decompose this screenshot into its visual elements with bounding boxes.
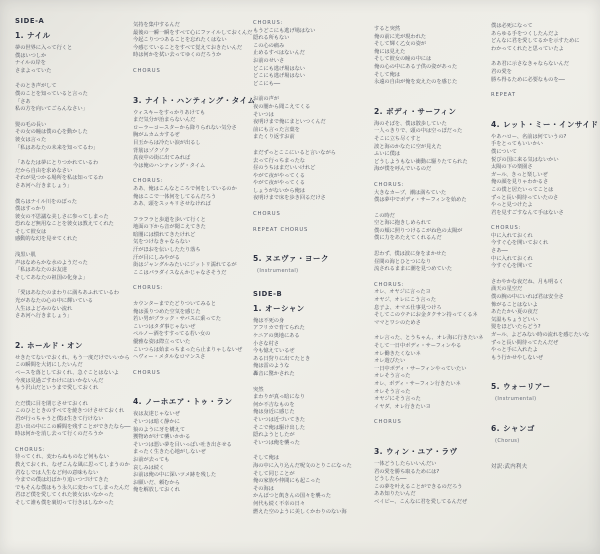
lyric-line: どこにも── [253, 80, 280, 87]
lyric-line: 気温もちょうどいい [491, 316, 538, 323]
stanza-gap [253, 203, 369, 211]
performance-note: (Instrumental) [257, 268, 299, 275]
lyric-line: この時だ [374, 212, 395, 219]
lyric-line: すると突然 [374, 26, 400, 32]
lyric-line: 悦びの国に来る気はないかい [491, 156, 559, 163]
lyric-line: あたたかい夏の夜だ [491, 309, 538, 316]
lyric-line: 隠れる所もない [253, 35, 290, 42]
stanza-gap [15, 152, 131, 160]
lyric-line: 真夜中の街に出てみれば [133, 155, 191, 162]
lyric-line: そして彼女は [15, 228, 47, 235]
stanza-gap [491, 84, 600, 92]
track-title: 5. ウォーリアー [491, 382, 551, 392]
stanza-gap [133, 60, 249, 68]
lyric-line: 獲物めがけて襲いかかる [133, 434, 191, 441]
stanza-gap [374, 243, 490, 251]
section-gap [491, 100, 600, 114]
lyric-line: 俺は身近に感じた [253, 409, 295, 416]
stanza-gap [15, 191, 131, 199]
lyric-line: その海は [253, 485, 274, 492]
lyric-line: もう行かせやしないぜ [491, 354, 543, 361]
lyric-line: 僕は必死になって [491, 23, 533, 29]
lyric-line: 君ほど僕を愛してくれた彼女はいなかった [15, 492, 114, 499]
lyric-line: ガール、よどみない時の流れを感じたいな [491, 332, 590, 338]
lyric-line: こいつらは始まっちまったら止まりゃしないぜ [133, 346, 243, 353]
lyric-line: オレ言った、とうちゃん、オレ海に行きたいネ [374, 335, 484, 342]
lyric-line: カウンターまでたどりついてみると [133, 301, 216, 308]
stanza-gap [253, 379, 369, 387]
lyric-line: 俺の前に光が現われた [374, 33, 426, 40]
lyric-line: 俺を解放しておくれ [133, 487, 180, 494]
lyric-line: 君の愛を [491, 68, 512, 75]
section-label: CHORUS [374, 419, 402, 426]
lyric-line: ああ知りたいんだ [374, 491, 416, 498]
lyric-line: 波と海のかなたに空が見えた [374, 143, 442, 150]
track-title: 5. ヌエヴァ・ヨーク [253, 254, 329, 264]
lyric-line: ガール、きっと楽しいぜ [491, 171, 548, 178]
lyric-line: 最後の一瞬一瞬をすべて心にファイルしておくんだ [133, 29, 253, 36]
lyric-line: そのとき声がして [15, 83, 57, 90]
lyric-line: 恐れなど無用なことを彼女は教えてくれた [15, 221, 114, 228]
lyric-line: 「私はあなたの未来を知ってるわ」 [15, 144, 99, 151]
lyric-line: 背筋はゾクゾク [133, 147, 170, 154]
lyric-line: 俺の家族や仲間にも起こった [253, 478, 321, 485]
lyric-line: 今感じていることをすべて覚えておきたいんだ [133, 44, 243, 51]
lyric-line: 待ってくれ、変わらぬものなど何もない [15, 454, 109, 461]
lyric-line: 気をつけなきゃならない [133, 239, 191, 246]
lyric-line: 息子よ、オマエ仕事見つけろ [374, 304, 442, 311]
side-label: SIDE-A [15, 17, 45, 25]
lyric-line: 何か不吉なものを [253, 401, 295, 408]
stanza-gap [133, 293, 249, 301]
lyric-line: どんなに君を愛してるかを示すために [491, 38, 580, 45]
lyric-line: 彼女の不思議な美しさに参ってしまった [15, 213, 109, 220]
lyric-line: 燃えた空のように美しくかわりのない海 [253, 508, 347, 515]
stanza-gap [15, 393, 131, 401]
lyric-line: どうしようもない衝動に駆りたてられた [374, 158, 468, 165]
lyric-line: オヤジにそう言った [374, 396, 421, 403]
lyric-line: 狼のように牙を構えて [133, 426, 185, 433]
section-label: CHORUS: [133, 285, 164, 292]
lyric-line: 前にも言った言葉を [253, 126, 300, 133]
stanza-gap [374, 411, 490, 419]
lyric-line: 僕の腕の中にいれば君は安全さ [491, 294, 564, 301]
lyric-line: 教えておくれ、なぜこんな風に思ってしまうのか [15, 461, 130, 468]
section-gap [133, 377, 249, 391]
lyric-line: この夢を叶えることができるのだろう [374, 483, 463, 490]
lyric-line: やがて夜がやってくる [253, 180, 305, 187]
lyric-line: 夢の世界に入って行くと [15, 45, 73, 51]
lyric-line: ここはパラダイスなんかじゃなさそうだ [133, 269, 227, 276]
lyric-line: やあハロー、名前は何ていうの? [491, 133, 567, 140]
lyric-line: 浅黒い肌 [15, 252, 36, 259]
stanza-gap [133, 170, 249, 178]
section-label: CHORUS [253, 211, 281, 218]
stanza-gap [253, 142, 369, 150]
section-label: REPEAT [491, 92, 517, 99]
lyric-line: ただ僕に目を閉じさせておくれ [15, 400, 88, 407]
lyric-line: 俺は不死の身 [253, 317, 285, 324]
lyric-line: この瞬間を大切にしたいんだ [15, 362, 83, 369]
lyric-line: 夜明けまで俺にまといつくんだ [253, 119, 326, 126]
section-label: CHORUS: [15, 446, 46, 453]
lyric-line: かんばつと飢きんの国々を襲った [253, 493, 331, 500]
lyric-line: そしてこのウチにお金タクサン持ってくるネ [374, 312, 478, 319]
lyric-line: どこにも逃げ場はない [253, 65, 305, 72]
lyric-line: 「愛はあなたのまわりに満ちあふれているわ [15, 290, 119, 297]
lyric-line: 時は何かを拭い去ってゆくのだろうか [133, 52, 222, 59]
lyric-line: 僕の頬に照りつけるこがね色の太陽が [374, 227, 463, 234]
lyric-line: 俺の心の中にある子供の姿があった [374, 63, 458, 70]
stanza-gap [15, 114, 131, 122]
lyric-line: 今起こりつつあることを忘れたくはない [133, 37, 227, 44]
lyric-line: この心の痛み [253, 42, 285, 49]
section-label: CHORUS: [253, 20, 284, 26]
lyric-line: 今すぐ心を開いておくれ [491, 240, 549, 247]
lyric-line: 僕はいつしか [15, 52, 47, 59]
lyric-line: 僕らはナイル川をのぼった [15, 198, 77, 205]
lyric-line: せきたてないでおくれ、もう一度だけでいいから [15, 354, 130, 361]
lyric-line: フラフラと歩道を歩いて行くと [133, 216, 206, 223]
lyrics-column-4 [374, 26, 490, 507]
lyric-line: ふいに僕は [374, 151, 400, 158]
lyric-line: 去って行っちまったな [253, 157, 305, 164]
lyric-line: 怖がることはないよ [491, 301, 538, 308]
lyric-line: さあ河へ行きましょう」 [15, 313, 73, 320]
track-title: 1. ナイル [15, 31, 51, 40]
lyric-line: 夜の闇から聞こえてくる [253, 103, 311, 110]
lyric-line: そいつは暗く静かに [133, 418, 180, 425]
lyric-line: 思わず、僕は波に身をまかせた [374, 251, 447, 258]
lyric-line: 街はジャングルみたいにジットリ濡れてるが [133, 262, 237, 269]
lyric-line: 流されるままに潮を見つめていた [374, 266, 452, 273]
lyric-line: その女の瞳は僕の心を動かした [15, 129, 88, 136]
lyric-line: 「さあ [15, 98, 31, 105]
lyric-line: 髪をほどいたらどう? [491, 324, 541, 331]
lyric-line: 俺はここで一体何をしてるんだろう [133, 193, 217, 200]
lyric-line: 夜は友達じゃないぜ [133, 411, 180, 418]
lyric-line: まだずっとここにいると言いながら [253, 149, 336, 156]
track-title: 3. ウィン・ユア・ラヴ [374, 446, 458, 456]
lyric-line: 汗が目にしみやがる [133, 254, 180, 261]
lyric-line: 太陽の下の楽園さ [491, 164, 533, 171]
lyric-line: 今も憶えているぜ [253, 348, 295, 355]
lyric-line: 優雅な姿は際立っていた [133, 339, 191, 345]
lyric-line: 手をとってもいいかい [491, 141, 543, 148]
section-label: CHORUS: [491, 225, 522, 232]
lyric-line: 昼のうちはまだいいけれど [253, 165, 316, 172]
lyric-line: 突然 [253, 386, 264, 393]
lyric-line: ウィスキーをすっかりあけても [133, 109, 206, 116]
lyric-line: やがて夜がやってくる [253, 172, 305, 179]
lyric-line: まったく生きた心地がしないぜ [133, 449, 206, 456]
section-label: CHORUS: [374, 181, 405, 188]
lyric-line: やっと見つけたよ [491, 202, 533, 209]
section-gap [374, 427, 490, 441]
track-title: 2. ホールド・オン [15, 340, 83, 350]
lyrics-column-2 [133, 22, 256, 495]
lyric-line: 空と海に抱きしめられて [374, 220, 432, 227]
lyric-line: わかってくれたと思っていたよ [491, 45, 564, 52]
lyric-line: 海が僕を呼んでいるのだ [374, 166, 432, 173]
lyric-line: さあ── [491, 248, 508, 255]
lyric-line: 一日中ボディ・サーフィンやっていたい [374, 365, 467, 372]
lyric-line: そして輝く乙女の姿が [374, 41, 426, 48]
lyric-line: さまよっていた [15, 67, 52, 74]
lyric-line: 一体どうしたらいいんだい [374, 460, 437, 467]
performance-note: (Chorus) [495, 437, 520, 444]
lyrics-column-3 [253, 20, 369, 516]
lyric-line: アフリカで育てられた [253, 325, 305, 332]
lyric-line: またくり返すお前 [253, 134, 295, 141]
lyric-line: 僕は夢中でボディ・サーフィンを始めた [374, 197, 467, 204]
section-gap [374, 87, 490, 101]
lyric-line: そいつは近づいてきた [253, 416, 305, 423]
lyric-line: 俺は雷のような [253, 363, 290, 370]
lyric-line: さわやかな夜だね、月も明るく [491, 278, 564, 285]
lyric-line: 私の方を向いてごらんなさい」 [15, 106, 88, 113]
lyric-line: 轟音に驚かされた [253, 371, 295, 377]
lyric-line: 中に入れておくれ [491, 255, 533, 262]
section-label: CHORUS [133, 369, 161, 376]
section-gap [253, 234, 369, 248]
lyric-line: お願いだ、頼むから [133, 479, 180, 486]
lyric-line: ベイビー、こんなに君を愛してるんだぜ [374, 498, 468, 505]
lyric-line: 大きなカーブ、潮は満ちていた [374, 189, 447, 196]
lyric-line: そして同じことが [253, 470, 295, 477]
lyric-line: 君を見すごすなんて手はないさ [491, 209, 564, 216]
lyric-line: 昼間の海とひとつになり [374, 258, 432, 265]
lyric-line: 髪の毛の長い [15, 121, 47, 128]
lyric-line: こいつはタダ事じゃないぜ [133, 323, 196, 330]
lyric-line: お前が去っても [133, 456, 170, 463]
lyric-line: そいつは悪い夢を目いっぱい吐き出させる [133, 441, 232, 448]
performance-note: (Instrumental) [495, 396, 537, 403]
lyric-line: そこで俺は駆け出した [253, 424, 305, 431]
lyric-line: 今までの僕は幻ばかり追いつづけてきた [15, 477, 109, 484]
stanza-gap [15, 439, 131, 447]
track-title: 3. ナイト・ハンティング・タイム [133, 95, 256, 105]
lyric-line: ママとワシのためさ [374, 319, 421, 326]
lyric-line: そして一日中ボディ・サーフィンやる [374, 343, 462, 349]
section-label: CHORUS [133, 67, 161, 74]
lyric-line: 俺の顔を見りゃわかるさ [491, 179, 549, 186]
lyrics-column-5 [491, 23, 600, 470]
section-gap [491, 362, 600, 376]
lyric-line: そこに立ち尽くすと [374, 135, 421, 142]
lyric-line: どうしたら── [374, 476, 407, 483]
lyric-line: 思い出の中にこの瞬間を残すことができたなら── [15, 423, 131, 430]
section-gap [491, 404, 600, 418]
lyric-line: 隠れようとしたが [253, 432, 295, 439]
stanza-gap [15, 244, 131, 252]
lyric-line: 僕はすっかり [15, 206, 46, 213]
stanza-gap [491, 217, 600, 225]
lyric-line: 時は何かを消し去って行くのだろうか [15, 431, 104, 438]
lyric-line: 気持を集中するんだ [133, 22, 180, 28]
lyric-line: 君の愛を勝ち取るためには? [374, 468, 440, 475]
lyric-line: イヤダ、オレ行きたいヨ [374, 403, 431, 410]
lyric-line: 彼女は言った [15, 136, 47, 143]
lyric-line: 哀しみは続く [133, 464, 165, 471]
stanza-gap [253, 219, 369, 227]
lyric-line: 勝ち得るために必要なものを── [491, 76, 565, 83]
lyric-line: ああ、俺はこんなところで何をしているのか [133, 185, 237, 192]
lyric-line: オレそう言った [374, 388, 411, 395]
stanza-gap [374, 174, 490, 182]
lyric-line: このひとときのすべてを焼きつけさせておくれ [15, 408, 125, 415]
lyric-line: 夜明けまで床を歩き回るだけさ [253, 195, 326, 202]
lyric-line: でもそんな僕はもう永久に変わってしまったんだ [15, 484, 130, 491]
lyric-line: 声はなめらかな水のようだった [15, 259, 88, 266]
lyric-line: それが見つかる場所を私は知ってるわ [15, 175, 104, 182]
lyric-line: 僕について [491, 148, 517, 155]
lyric-line: 中に入れておくれ [491, 232, 533, 239]
lyric-line: 小さな村さ [253, 340, 279, 347]
lyric-line: 永遠の自由が俺を変えたのを感じた [374, 79, 458, 86]
lyric-line: やっと手に入れたよ [491, 347, 538, 354]
lyric-line: ずっと長い間待ってたんだぜ [491, 339, 559, 346]
lyric-line: ケニアの奥地にある [253, 333, 300, 340]
lyric-line: 海のそばを、僕は散歩していた [374, 120, 447, 127]
lyric-line: だから自由を求めなさい [15, 167, 73, 174]
lyric-line: ある日狩りに出てたとき [253, 355, 311, 362]
lyric-line: お前は俺の中に深いツメ跡を残した [133, 472, 217, 479]
lyric-line: 若い男がブラック・サバスに乗ってた [133, 316, 221, 323]
lyric-line: そして誰も僕を裏切って行きはしなかった [15, 499, 114, 506]
lyric-line: 「私はあなたのお友達 [15, 267, 67, 274]
stanza-gap [491, 271, 600, 279]
lyric-line: まわりが真っ暗になり [253, 394, 305, 401]
lyric-line: 海の中に入り込んだ呪文のとりこになった [253, 462, 352, 469]
lyric-line: 地面の下から音が聞こえてきた [133, 224, 206, 231]
lyric-line: 人生はよどみのない流れ [15, 305, 73, 312]
lyric-line: ああ、頭をスッキリさせなければ [133, 201, 211, 208]
lyric-line: 胸がムカムカするぜ [133, 132, 180, 139]
lyric-line: 僕に力をあたえてくれるんだ [374, 235, 442, 242]
lyric-line: ナイルの岸を [15, 60, 46, 67]
lyric-line: 汗がほおを伝いしたたり落ち [133, 247, 201, 254]
section-gap [133, 76, 249, 90]
track-title: 6. シャンゴ [491, 423, 535, 433]
side-label: SIDE-B [253, 289, 283, 298]
lyric-line: 君なしでは人生など何の意味もない [15, 469, 99, 476]
lyric-line: 暗闇には慣れてきたけれど [133, 231, 196, 238]
lyric-line: オレ、オヤジに言ったヨ [374, 289, 431, 296]
lyric-line: ペルノー酒をすすってる若い女の [133, 331, 211, 338]
lyric-line: 止めるすべはないんだ [253, 50, 305, 57]
lyric-line: そいつは俺を襲った [253, 439, 300, 446]
track-title: 4. レット・ミー・インサイド [491, 119, 599, 129]
lyric-line: 今すぐ心を開いて [491, 263, 533, 270]
section-label: REPEAT CHORUS [253, 226, 309, 233]
lyrics-column-1 [15, 17, 131, 508]
lyric-line: 目玉からは冷たい涙が出るし [133, 139, 201, 146]
section-label: CHORUS: [374, 281, 405, 288]
section-gap [15, 321, 131, 335]
lyric-line: ずっと長い間待っていたのさ [491, 194, 559, 201]
lyric-line: まだ気分が治まらないんだ [133, 117, 196, 124]
lyric-line: 満天の星空だ [491, 286, 523, 293]
lyric-line: ヘヴィー・メタルなロマンスさ [133, 354, 206, 361]
lyric-line: 今は俺のハンティング・タイム [133, 162, 206, 169]
lyric-line: オレ遊びたい [374, 358, 406, 365]
lyric-line: 俺には見えた [374, 48, 406, 55]
lyric-line: ローラーコースターから降りられない気分さ [133, 124, 237, 131]
lyric-line: さあ河へ行きましょう」 [15, 182, 73, 189]
lyric-line: もうどこにも逃げ場はない [253, 27, 316, 34]
lyric-line: あらゆる手をつくしたんだよ [491, 30, 559, 37]
lyric-line: そして彼女の瞳の中には [374, 56, 432, 63]
section-gap [253, 276, 369, 290]
track-title: 1. オーシャン [253, 303, 305, 313]
lyric-line: 君が行っちゃうと僕は生きて行けない [15, 415, 104, 422]
track-title: 2. ボディ・サーフィン [374, 106, 457, 116]
lyric-line: どこにも逃げ場はない [253, 73, 305, 80]
lyric-line: オレ働きたくないネ [374, 350, 421, 357]
lyric-line: 光があなたの心の中に輝いている [15, 298, 93, 305]
lyric-line: 僕のことを知っていると言った [15, 90, 88, 97]
lyric-line: もう沢山だというまで愛しておくれ [15, 385, 99, 392]
lyric-line: 「あなたは夢にとりつかれているわ [15, 160, 99, 167]
lyric-line: そしてあなたの祖国の化身よ」 [15, 274, 88, 281]
lyric-line: 一人っきりで、頭の中は空っぽだった [374, 128, 463, 135]
lyric-line: そして俺は [253, 455, 279, 462]
lyric-line: そいつは [253, 111, 274, 118]
lyric-line: お前の声が [253, 96, 279, 103]
stanza-gap [133, 277, 249, 285]
lyric-line: 今度は見過ごすわけにはいかないんだ [15, 377, 104, 384]
stanza-gap [133, 362, 249, 370]
lyric-line: オレ、ボディ・サーフィン行きたいネ [374, 380, 461, 387]
lyric-line: お前のせいさ [253, 57, 285, 64]
lyric-line: ああ君に示さなきゃならないんだ [491, 61, 569, 68]
translation-credit: 対訳:武内利夫 [491, 463, 528, 470]
stanza-gap [374, 274, 490, 282]
lyric-line: オレそう言った [374, 373, 411, 380]
lyric-line: ペースを落としておくれ、急ぐことはないよ [15, 370, 119, 376]
lyric-line: この僕と居たいってことは [491, 186, 554, 193]
lyric-line: オヤジ、オレにこう言った [374, 297, 436, 304]
lyric-line: 何代も続く不幸の日々 [253, 500, 305, 507]
track-title: 4. ノーホエア・トゥ・ラン [133, 397, 233, 407]
lyric-line: そして俺は [374, 71, 400, 78]
stanza-gap [133, 209, 249, 217]
section-label: CHORUS: [133, 178, 164, 185]
lyric-line: 感動的な幻を見せてくれた [15, 236, 78, 243]
stanza-gap [374, 205, 490, 213]
lyric-line: しょうがないから俺は [253, 187, 305, 194]
lyric-line: 俺は張りつめた空気を感じた [133, 308, 201, 315]
